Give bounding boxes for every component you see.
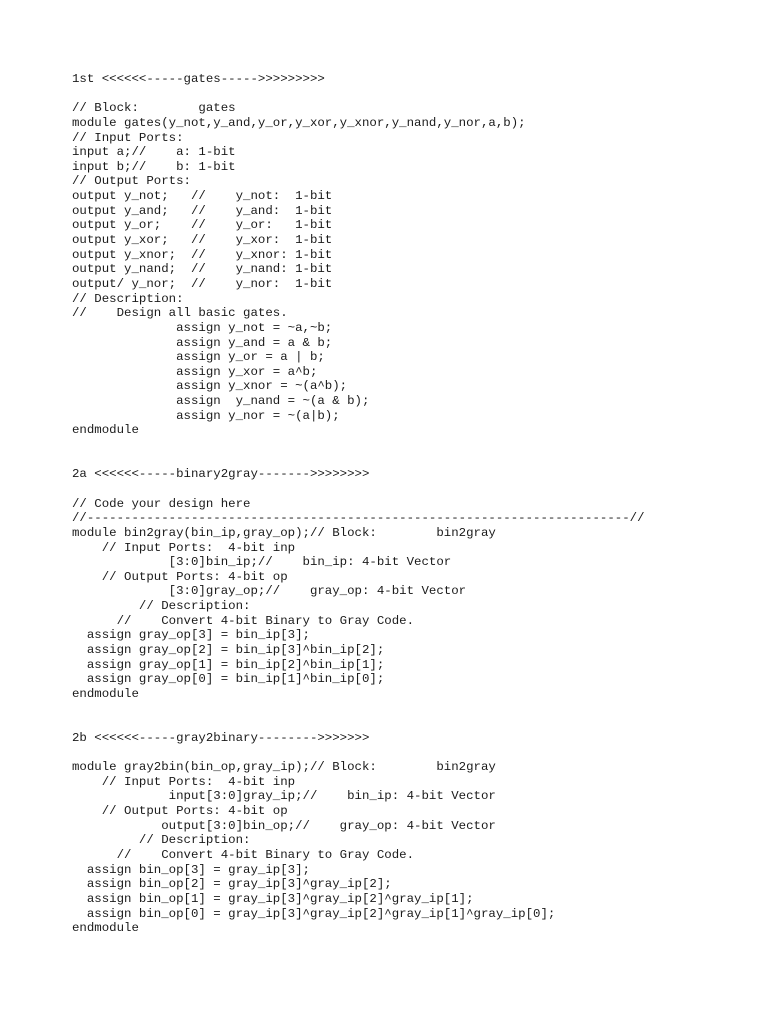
code-line: input a;// a: 1-bit: [72, 145, 236, 160]
code-line: module bin2gray(bin_ip,gray_op);// Block: bin2gray: [72, 525, 496, 540]
code-line: // Output Ports: 4-bit op: [72, 804, 288, 819]
code-line: 1st <<<<<<-----gates----->>>>>>>>>: [72, 72, 325, 86]
code-line: module gray2bin(bin_op,gray_ip);// Block: bin2gray: [72, 760, 496, 775]
code-line: // Output Ports:: [72, 174, 191, 189]
code-line: assign gray_op[2] = bin_ip[3]^bin_ip[2];: [72, 642, 385, 657]
document-page: [72, 72, 752, 936]
code-line: output/ y_nor; // y_nor: 1-bit: [72, 276, 333, 291]
code-line: // Output Ports: 4-bit op: [72, 569, 288, 584]
code-line: // Description:: [72, 833, 251, 848]
code-line: [72, 716, 752, 731]
code-line: assign y_or = a | b;: [72, 350, 325, 365]
code-line: // Convert 4-bit Binary to Gray Code.: [72, 847, 415, 862]
code-line: output y_xor; // y_xor: 1-bit: [72, 233, 333, 248]
code-line: // Input Ports: 4-bit inp: [72, 774, 296, 789]
code-line: assign bin_op[1] = gray_ip[3]^gray_ip[2]^gray_ip[1];: [72, 891, 474, 906]
code-line: [3:0]bin_ip;// bin_ip: 4-bit Vector: [72, 555, 452, 570]
code-line: // Convert 4-bit Binary to Gray Code.: [72, 613, 415, 628]
code-line: assign y_nand = ~(a & b);: [72, 394, 370, 409]
code-line: endmodule: [72, 921, 139, 936]
code-line: assign bin_op[2] = gray_ip[3]^gray_ip[2];: [72, 877, 392, 892]
code-line: // Block: gates: [72, 101, 236, 116]
code-line: assign y_and = a & b;: [72, 335, 333, 350]
code-line: 2b <<<<<<-----gray2binary-------->>>>>>>: [72, 730, 370, 745]
code-line: //-------------------------------------------------------------------------//: [72, 511, 645, 526]
code-line: assign bin_op[3] = gray_ip[3];: [72, 862, 310, 877]
code-line: module gates(y_not,y_and,y_or,y_xor,y_xnor,y_nand,y_nor,a,b);: [72, 115, 526, 130]
code-line: // Design all basic gates.: [72, 306, 288, 321]
code-line: output y_xnor; // y_xnor: 1-bit: [72, 247, 333, 262]
code-line: assign y_xnor = ~(a^b);: [72, 379, 348, 394]
code-line: // Description:: [72, 291, 184, 306]
code-line: [72, 87, 752, 102]
code-line: assign y_xor = a^b;: [72, 364, 318, 379]
code-line: assign bin_op[0] = gray_ip[3]^gray_ip[2]^gray_ip[1]^gray_ip[0];: [72, 906, 556, 921]
code-line: // Description:: [72, 599, 251, 614]
code-line: [72, 438, 752, 453]
code-line: output y_not; // y_not: 1-bit: [72, 189, 333, 204]
code-line: output y_or; // y_or: 1-bit: [72, 218, 333, 233]
code-line: assign y_nor = ~(a|b);: [72, 408, 340, 423]
code-line: assign y_not = ~a,~b;: [72, 320, 333, 335]
code-line: // Input Ports:: [72, 130, 184, 145]
code-line: assign gray_op[3] = bin_ip[3];: [72, 628, 310, 643]
code-line: output[3:0]bin_op;// gray_op: 4-bit Vector: [72, 818, 496, 833]
code-line: input b;// b: 1-bit: [72, 159, 236, 174]
code-line: output y_and; // y_and: 1-bit: [72, 203, 333, 218]
code-line: [72, 745, 752, 760]
code-line: endmodule: [72, 686, 139, 701]
code-line: 2a <<<<<<-----binary2gray------->>>>>>>>: [72, 467, 370, 482]
code-line: endmodule: [72, 423, 139, 438]
code-line: [72, 482, 752, 497]
code-line: // Code your design here: [72, 496, 251, 511]
code-line: [3:0]gray_op;// gray_op: 4-bit Vector: [72, 584, 467, 599]
code-line: [72, 453, 752, 468]
code-line: [72, 702, 752, 717]
code-line: // Input Ports: 4-bit inp: [72, 540, 296, 555]
code-line: output y_nand; // y_nand: 1-bit: [72, 262, 333, 277]
code-line: assign gray_op[0] = bin_ip[1]^bin_ip[0];: [72, 672, 385, 687]
code-line: input[3:0]gray_ip;// bin_ip: 4-bit Vector: [72, 789, 496, 804]
code-line: assign gray_op[1] = bin_ip[2]^bin_ip[1];: [72, 657, 385, 672]
